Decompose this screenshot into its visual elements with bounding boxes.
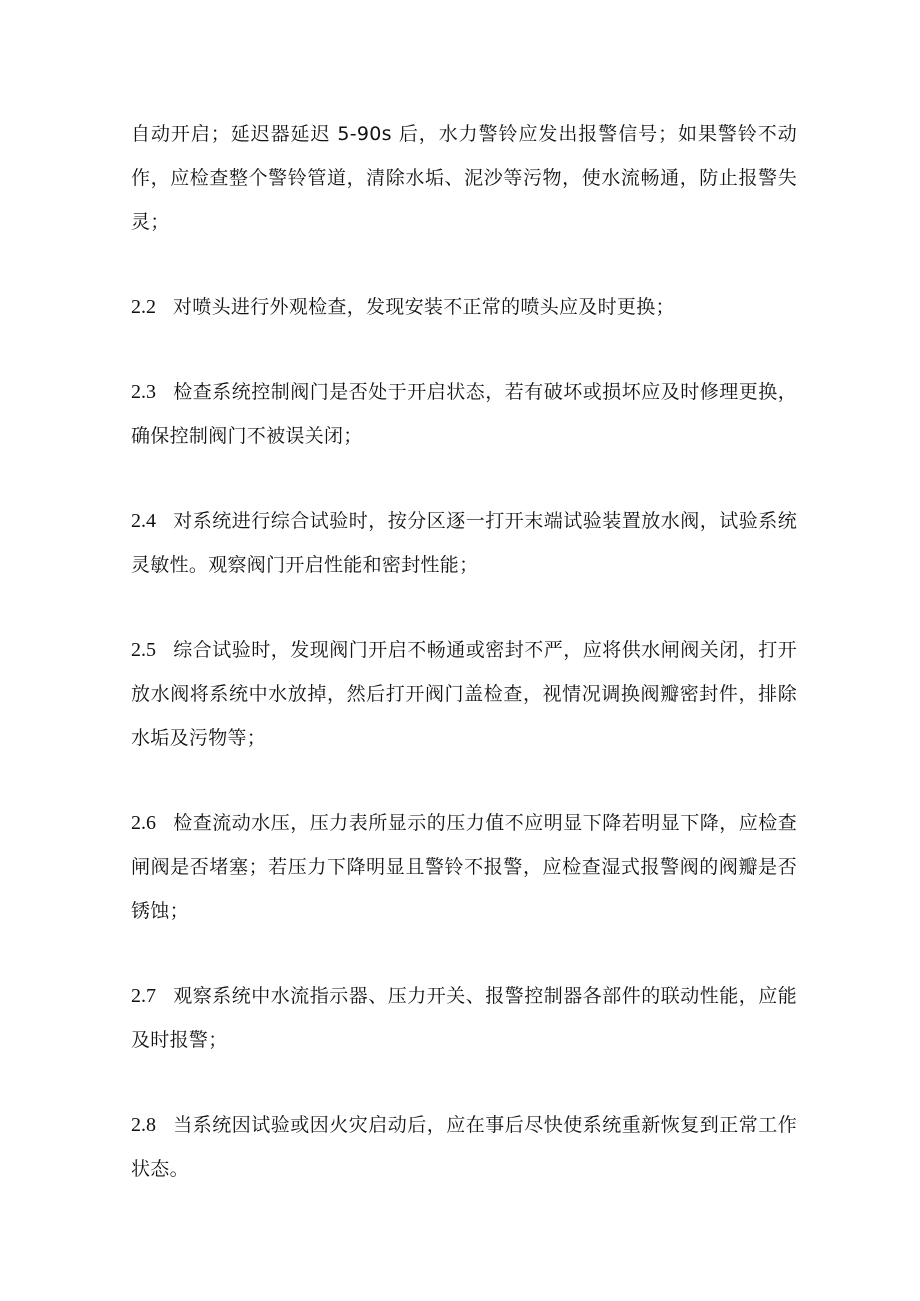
paragraph-2-4: [131, 499, 797, 587]
paragraph-2-3: [131, 370, 797, 458]
paragraph-text: 对喷头进行外观检查，发现安装不正常的喷头应及时更换；: [173, 296, 675, 318]
paragraph-2-2: [131, 285, 797, 329]
paragraph-2-7: [131, 974, 797, 1062]
paragraph-text: 自动开启；延迟器延迟 5-90s 后，水力警铃应发出报警信号；如果警铃不动作，应检查整个警铃管道，清除水垢、泥沙等污物，使水流畅通，防止报警失灵；: [131, 123, 797, 233]
document-body: [131, 112, 797, 1232]
paragraph-text: 当系统因试验或因火灾启动后，应在事后尽快使系统重新恢复到正常工作状态。: [131, 1114, 797, 1180]
paragraph-continuation: [131, 112, 797, 244]
paragraph-2-8: [131, 1103, 797, 1191]
paragraph-2-6: [131, 801, 797, 933]
paragraph-text: 综合试验时，发现阀门开启不畅通或密封不严，应将供水闸阀关闭，打开放水阀将系统中水放掉，然后打开阀门盖检查，视情况调换阀瓣密封件，排除水垢及污物等；: [131, 639, 797, 749]
paragraph-number: 2.4: [131, 510, 156, 532]
paragraph-number: 2.6: [131, 812, 156, 834]
paragraph-text: 观察系统中水流指示器、压力开关、报警控制器各部件的联动性能，应能及时报警；: [131, 985, 797, 1051]
paragraph-text: 对系统进行综合试验时，按分区逐一打开末端试验装置放水阀，试验系统灵敏性。观察阀门开启性能和密封性能；: [131, 510, 797, 576]
paragraph-number: 2.5: [131, 639, 156, 661]
paragraph-number: 2.8: [131, 1114, 156, 1136]
paragraph-number: 2.3: [131, 381, 156, 403]
paragraph-number: 2.7: [131, 985, 156, 1007]
paragraph-text: 检查系统控制阀门是否处于开启状态，若有破坏或损坏应及时修理更换，确保控制阀门不被误关闭；: [131, 381, 797, 447]
paragraph-number: 2.2: [131, 296, 156, 318]
paragraph-2-5: [131, 628, 797, 760]
paragraph-text: 检查流动水压，压力表所显示的压力值不应明显下降若明显下降，应检查闸阀是否堵塞；若压力下降明显且警铃不报警，应检查湿式报警阀的阀瓣是否锈蚀；: [131, 812, 797, 922]
